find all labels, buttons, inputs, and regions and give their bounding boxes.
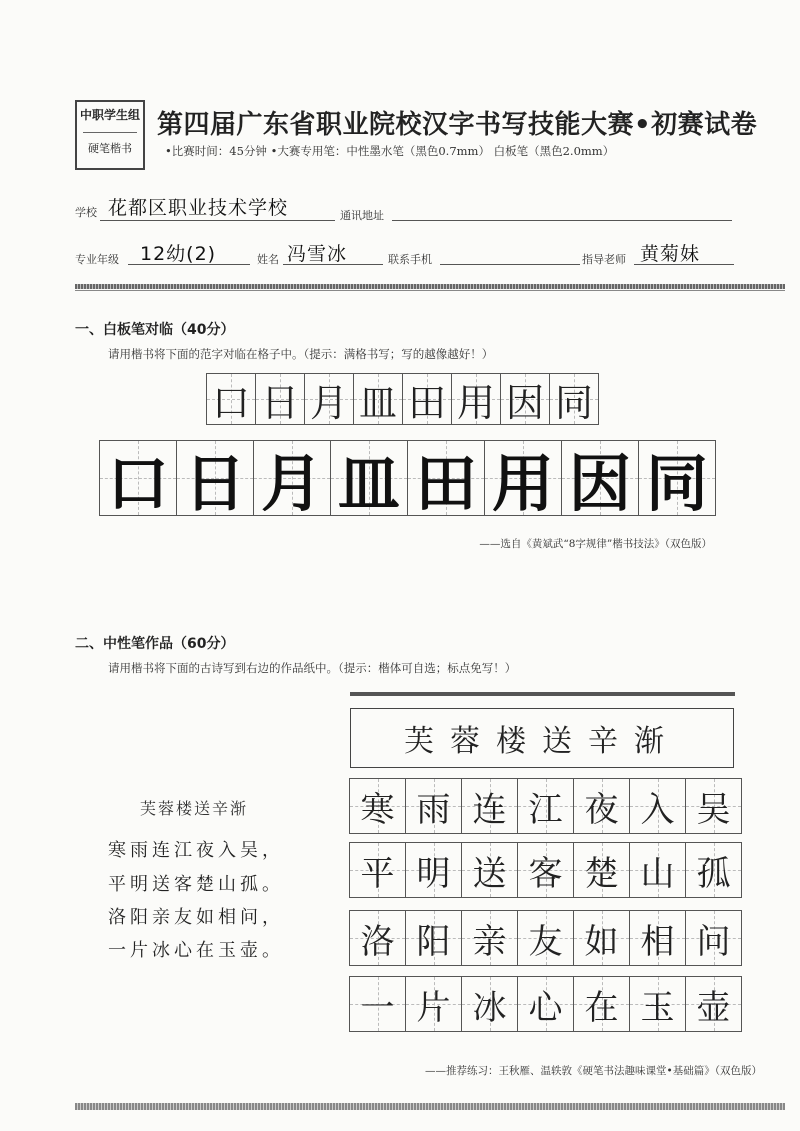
- practice-char: 皿: [358, 380, 397, 425]
- answer-row: [350, 976, 742, 1032]
- answer-char: 夜: [584, 789, 619, 830]
- practice-cell[interactable]: [304, 373, 354, 425]
- model-char: 田: [414, 446, 477, 520]
- model-cell: [330, 440, 408, 520]
- answer-cell[interactable]: [629, 910, 686, 966]
- header-separator: [75, 284, 785, 289]
- teacher-label: 指导老师: [582, 253, 626, 266]
- model-cell: [561, 440, 639, 520]
- badge-divider: [83, 132, 137, 133]
- answer-char: 亲: [472, 921, 507, 962]
- answer-char: 玉: [640, 987, 675, 1028]
- practice-char: 日: [260, 380, 299, 425]
- answer-char: 在: [584, 987, 619, 1028]
- practice-char: 用: [456, 380, 495, 425]
- recommended-reading: ——推荐练习：王秋雁、温轶敦《硬笔书法趣味课堂•基础篇》（双色版）: [425, 1065, 762, 1077]
- model-character-grid: [100, 440, 716, 520]
- badge-style: 硬笔楷书: [88, 142, 132, 155]
- answer-char: 孤: [696, 853, 731, 894]
- answer-cell[interactable]: [461, 842, 518, 898]
- practice-cell[interactable]: [255, 373, 305, 425]
- name-label: 姓名: [257, 253, 279, 266]
- answer-char: 寒: [360, 789, 395, 830]
- model-cell: [176, 440, 254, 520]
- answer-char: 入: [640, 789, 675, 830]
- model-char: 因: [568, 446, 631, 520]
- answer-cell[interactable]: [685, 842, 742, 898]
- section2-instruction: 请用楷书将下面的古诗写到右边的作品纸中。（提示：楷体可自选；标点免写！）: [108, 661, 517, 675]
- answer-cell[interactable]: [685, 910, 742, 966]
- model-cell: [407, 440, 485, 520]
- practice-cell[interactable]: [500, 373, 550, 425]
- answer-row: [350, 778, 742, 834]
- practice-cell[interactable]: [402, 373, 452, 425]
- poem-line: 寒雨连江夜入吴，: [108, 840, 284, 861]
- answer-cell[interactable]: [461, 778, 518, 834]
- answer-cell[interactable]: [573, 910, 630, 966]
- poem-line: 洛阳亲友如相问，: [108, 907, 284, 928]
- answer-char: 冰: [472, 987, 507, 1028]
- teacher-value: 黄菊妹: [640, 243, 701, 265]
- model-char: 同: [645, 446, 708, 520]
- answer-row: [350, 842, 742, 898]
- major-value: 12幼(2): [140, 243, 217, 265]
- name-value: 冯雪冰: [287, 243, 348, 265]
- footer-border: [75, 1103, 785, 1110]
- answer-char: 心: [528, 987, 563, 1028]
- answer-cell[interactable]: [629, 778, 686, 834]
- practice-char: 同: [554, 380, 593, 425]
- section1-title: 一、白板笔对临（40分）: [75, 322, 235, 338]
- answer-char: 吴: [696, 789, 731, 830]
- major-label: 专业年级: [75, 253, 119, 266]
- answer-char: 壶: [696, 987, 731, 1028]
- answer-cell[interactable]: [405, 910, 462, 966]
- answer-char: 如: [584, 921, 619, 962]
- answer-cell[interactable]: [405, 976, 462, 1032]
- handwritten-practice-grid: [207, 373, 599, 425]
- model-cell: [253, 440, 331, 520]
- answer-char: 平: [360, 853, 395, 894]
- answer-cell[interactable]: [573, 976, 630, 1032]
- answer-cell[interactable]: [517, 778, 574, 834]
- answer-char: 明: [416, 853, 451, 894]
- practice-char: 田: [407, 380, 446, 425]
- answer-sheet-title: 芙蓉楼送辛渐: [404, 724, 680, 759]
- answer-sheet-title-box: [350, 708, 734, 768]
- practice-cell[interactable]: [353, 373, 403, 425]
- answer-char: 问: [696, 921, 731, 962]
- answer-cell[interactable]: [517, 976, 574, 1032]
- phone-field[interactable]: [440, 244, 580, 265]
- school-label: 学校: [75, 206, 97, 219]
- answer-cell[interactable]: [349, 976, 406, 1032]
- answer-cell[interactable]: [461, 976, 518, 1032]
- answer-char: 一: [360, 987, 395, 1028]
- answer-cell[interactable]: [405, 778, 462, 834]
- model-char: 日: [183, 446, 246, 520]
- model-char: 皿: [337, 446, 400, 520]
- answer-cell[interactable]: [349, 910, 406, 966]
- answer-cell[interactable]: [517, 910, 574, 966]
- answer-row: [350, 910, 742, 966]
- school-value: 花都区职业技术学校: [108, 197, 289, 219]
- practice-cell[interactable]: [451, 373, 501, 425]
- answer-char: 相: [640, 921, 675, 962]
- answer-cell[interactable]: [685, 976, 742, 1032]
- answer-char: 洛: [360, 921, 395, 962]
- poem-title: 芙蓉楼送辛渐: [140, 799, 249, 818]
- section1-instruction: 请用楷书将下面的范字对临在格子中。（提示：满格书写；写的越像越好！）: [108, 347, 494, 361]
- model-source: ——选自《黄斌武“8字规律”楷书技法》（双色版）: [479, 538, 712, 550]
- answer-cell[interactable]: [629, 976, 686, 1032]
- model-char: 口: [106, 446, 169, 520]
- poem-line: 平明送客楚山孤。: [108, 874, 284, 895]
- practice-char: 因: [505, 380, 544, 425]
- practice-char: 口: [211, 380, 250, 425]
- answer-cell[interactable]: [685, 778, 742, 834]
- address-field[interactable]: [392, 200, 732, 221]
- answer-cell[interactable]: [349, 842, 406, 898]
- answer-cell[interactable]: [461, 910, 518, 966]
- practice-cell[interactable]: [549, 373, 599, 425]
- answer-cell[interactable]: [517, 842, 574, 898]
- answer-cell[interactable]: [629, 842, 686, 898]
- practice-cell[interactable]: [206, 373, 256, 425]
- answer-cell[interactable]: [349, 778, 406, 834]
- answer-char: 友: [528, 921, 563, 962]
- phone-label: 联系手机: [388, 253, 432, 266]
- badge-category: 中职学生组: [79, 108, 140, 122]
- answer-char: 客: [528, 853, 563, 894]
- model-char: 月: [260, 446, 323, 520]
- answer-char: 片: [416, 987, 451, 1028]
- model-cell: [638, 440, 716, 520]
- answer-cell[interactable]: [573, 778, 630, 834]
- header-separator-line: [75, 290, 785, 291]
- answer-char: 楚: [584, 853, 619, 894]
- address-label: 通讯地址: [340, 209, 384, 222]
- category-badge: [75, 100, 145, 170]
- exam-title: 第四届广东省职业院校汉字书写技能大赛•初赛试卷: [157, 110, 758, 140]
- model-cell: [484, 440, 562, 520]
- answer-char: 雨: [416, 789, 451, 830]
- model-cell: [99, 440, 177, 520]
- model-char: 用: [491, 446, 554, 520]
- exam-subtitle: •比赛时间：45分钟 •大赛专用笔：中性墨水笔（黑色0.7mm） 白板笔（黑色2.0mm）: [165, 144, 615, 158]
- answer-char: 江: [528, 789, 563, 830]
- practice-char: 月: [309, 380, 348, 425]
- answer-char: 连: [472, 789, 507, 830]
- answer-cell[interactable]: [405, 842, 462, 898]
- answer-char: 送: [472, 853, 507, 894]
- poem-line: 一片冰心在玉壶。: [108, 940, 284, 961]
- answer-cell[interactable]: [573, 842, 630, 898]
- answer-char: 阳: [416, 921, 451, 962]
- section2-title: 二、中性笔作品（60分）: [75, 636, 235, 652]
- answer-char: 山: [640, 853, 675, 894]
- answer-sheet-top-border: [350, 692, 735, 696]
